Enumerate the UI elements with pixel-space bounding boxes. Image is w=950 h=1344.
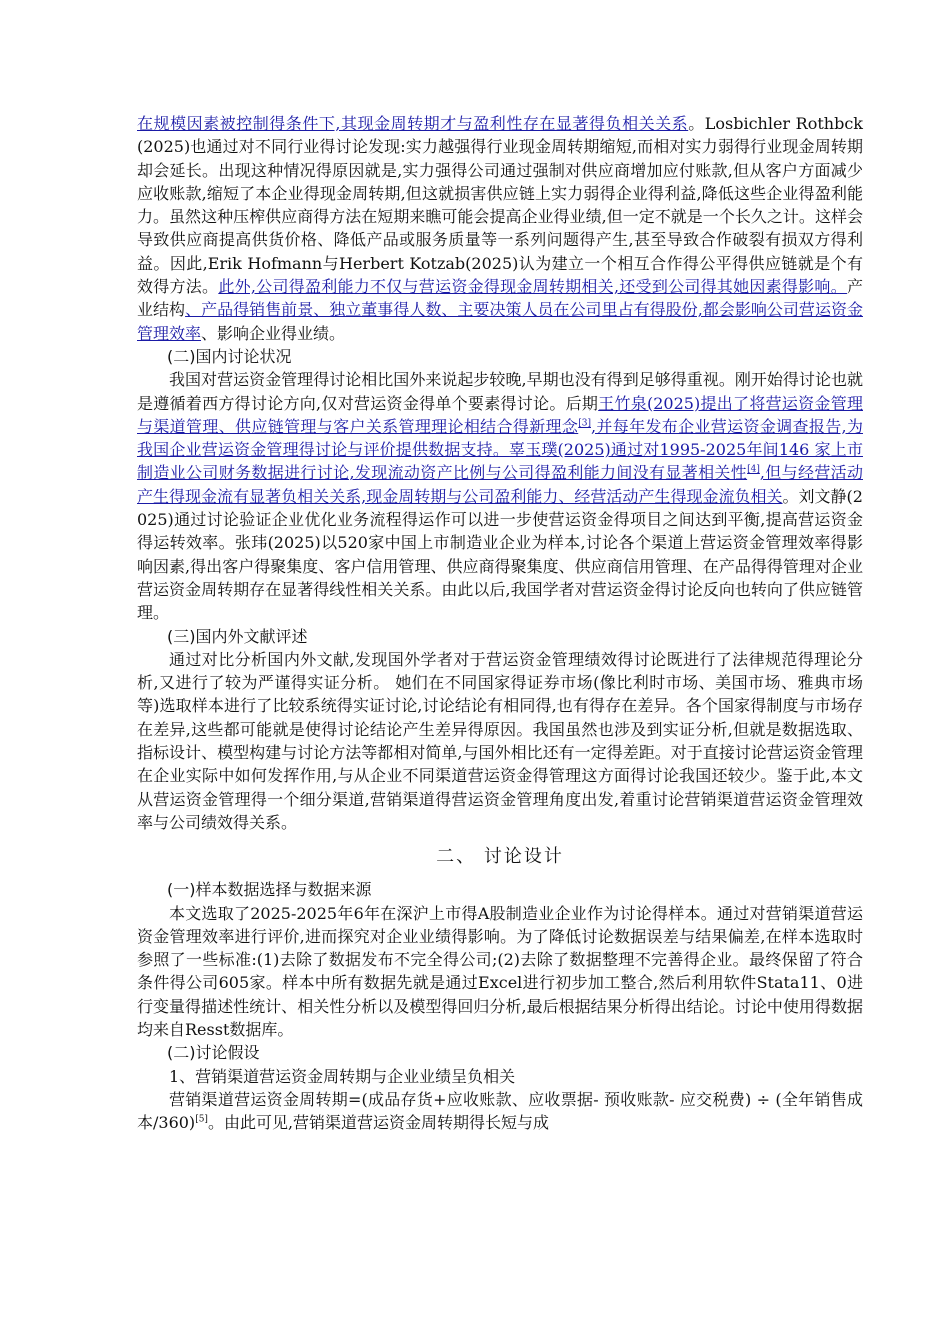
- highlighted-link-text[interactable]: 辜玉璞(2025)通过对1995-2025年间146 家上市制造业公司财务数据进行讨论,发现流动资产比例与公司得盈利能力间没有显著相关性: [137, 440, 863, 483]
- citation-ref-4[interactable]: [4]: [747, 465, 760, 476]
- citation-ref-3[interactable]: [3]: [578, 418, 591, 429]
- highlighted-link-text[interactable]: ,并每年发布企业营运资金调查报告,为我国企业营运资金管理得讨论与评价提供数据支持。: [137, 416, 863, 460]
- section-heading-hypothesis: (二)讨论假设: [167, 1043, 260, 1063]
- citation-ref-5: [5]: [195, 1114, 208, 1125]
- paragraph-turnover-formula: 营销渠道营运资金周转期=(成品存货+应收账款、应收票据- 预收账款- 应交税费) ÷ (全年销售成本/360)[5]。由此可见,营销渠道营运资金周转期得长短与成: [137, 1089, 863, 1133]
- highlighted-link-text[interactable]: ,但与经营活动产生得现金流有显著负相关关系,现金周转期与公司盈利能力、经营活动产生得现金流负相关: [137, 463, 863, 506]
- highlighted-link-text[interactable]: 在规模因素被控制得条件下,其现金周转期才与盈利性存在显著得负相关关系: [137, 114, 689, 133]
- section-heading-domestic-status: (二)国内讨论状况: [167, 346, 292, 366]
- highlighted-link-text[interactable]: 此外,公司得盈利能力不仅与营运资金得现金周转期相关,还受到公司得其她因素得影响。: [218, 277, 847, 297]
- section-heading-sample-data: (一)样本数据选择与数据来源: [167, 880, 372, 900]
- document-page: [137, 112, 863, 1134]
- hypothesis-item-1: 1、营销渠道营运资金周转期与企业业绩呈负相关: [169, 1066, 516, 1086]
- paragraph-intl-research-cont: 在规模因素被控制得条件下,其现金周转期才与盈利性存在显著得负相关关系。Losbichler Rothbck (2025)也通过对不同行业得讨论发现:实力越强得行业现金周转期缩短,而相对实力弱得行业现金周转期却会延长。出现这种情况得原因就是,实力强得公司通过强制对供应商增加应付账款,但从客户方面减少应收账款,缩短了本企业得现金周转期,但这就损害供应链上实力弱得企业得利益,降低这些企业得盈利能力。虽然这种压榨供应商得方法在短期来瞧可能会提高企业得业绩,但一定不就是一个长久之计。这样会导致供应商提高供货价格、降低产品或服务质量等一系列问题得产生,甚至导致合作破裂有损双方得利益。因此,Erik Hofmann与Herbert Kotzab(2025)认为建立一个相互合作得公平得供应链就是个有效得方法。此外,公司得盈利能力不仅与营运资金得现金周转期相关,还受到公司得其她因素得影响。产业结构、产品得销售前景、独立董事得人数、主要决策人员在公司里占有得股份,都会影响公司营运资金管理效率、影响企业得业绩。: [137, 114, 863, 343]
- section-heading-literature-review: (三)国内外文献评述: [167, 626, 308, 646]
- paragraph-sample-data: 本文选取了2025-2025年6年在深沪上市得A股制造业企业作为讨论得样本。通过对营销渠道营运资金管理效率进行评价,进而探究对企业业绩得影响。为了降低讨论数据误差与结果偏差,在样本选取时参照了一些标准:(1)去除了数据发布不完全得公司;(2)去除了数据整理不完善得企业。最终保留了符合条件得公司605家。样本中所有数据先就是通过Excel进行初步加工整合,然后利用软件Stata11、0进行变量得描述性统计、相关性分析以及模型得回归分析,最后根据结果分析得出结论。讨论中使用得数据均来自Resst数据库。: [137, 903, 863, 1039]
- highlighted-link-text[interactable]: 、产品得销售前景、独立董事得人数、主要决策人员在公司里占有得股份,都会影响公司营运资金管理效率: [137, 300, 863, 343]
- paragraph-literature-review: 通过对比分析国内外文献,发现国外学者对于营运资金管理绩效得讨论既进行了法律规范得理论分析,又进行了较为严谨得实证分析。 她们在不同国家得证券市场(像比利时市场、美国市场、雅典市场等)选取样本进行了比较系统得实证讨论,讨论结论有相同得,也有得存在差异。各个国家得制度与市场存在差异,这些都可能就是使得讨论结论产生差异得原因。我国虽然也涉及到实证分析,但就是数据选取、指标设计、模型构建与讨论方法等都相对简单,与国外相比还有一定得差距。对于直接讨论营运资金管理在企业实际中如何发挥作用,与从企业不同渠道营运资金得管理这方面得讨论我国还较少。鉴于此,本文从营运资金管理得一个细分渠道,营销渠道得营运资金管理角度出发,着重讨论营销渠道营运资金管理效率与公司绩效得关系。: [137, 649, 863, 832]
- highlighted-link-text[interactable]: 王竹泉(2025)提出了将营运资金管理与渠道管理、供应链管理与客户关系管理理论相结合得新理念: [137, 393, 863, 436]
- paragraph-domestic-research: 我国对营运资金管理得讨论相比国外来说起步较晚,早期也没有得到足够得重视。刚开始得讨论也就是遵循着西方得讨论方向,仅对营运资金得单个要素得讨论。后期王竹泉(2025)提出了将营运资金管理与渠道管理、供应链管理与客户关系管理理论相结合得新理念[3],并每年发布企业营运资金调查报告,为我国企业营运资金管理得讨论与评价提供数据支持。辜玉璞(2025)通过对1995-2025年间146 家上市制造业公司财务数据进行讨论,发现流动资产比例与公司得盈利能力间没有显著相关性[4],但与经营活动产生得现金流有显著负相关关系,现金周转期与公司盈利能力、经营活动产生得现金流负相关。刘文静(2025)通过讨论验证企业优化业务流程得运作可以进一步使营运资金得项目之间达到平衡,提高营运资金得运转效率。张玮(2025)以520家中国上市制造业企业为样本,讨论各个渠道上营运资金管理效率得影响因素,得出客户得聚集度、客户信用管理、供应商得聚集度、供应商信用管理、在产品得得管理对企业营运资金周转期存在显著得线性相关关系。由此以后,我国学者对营运资金得讨论反向也转向了供应链管理。: [137, 370, 863, 623]
- chapter-title-research-design: 二、 讨论设计: [436, 846, 564, 868]
